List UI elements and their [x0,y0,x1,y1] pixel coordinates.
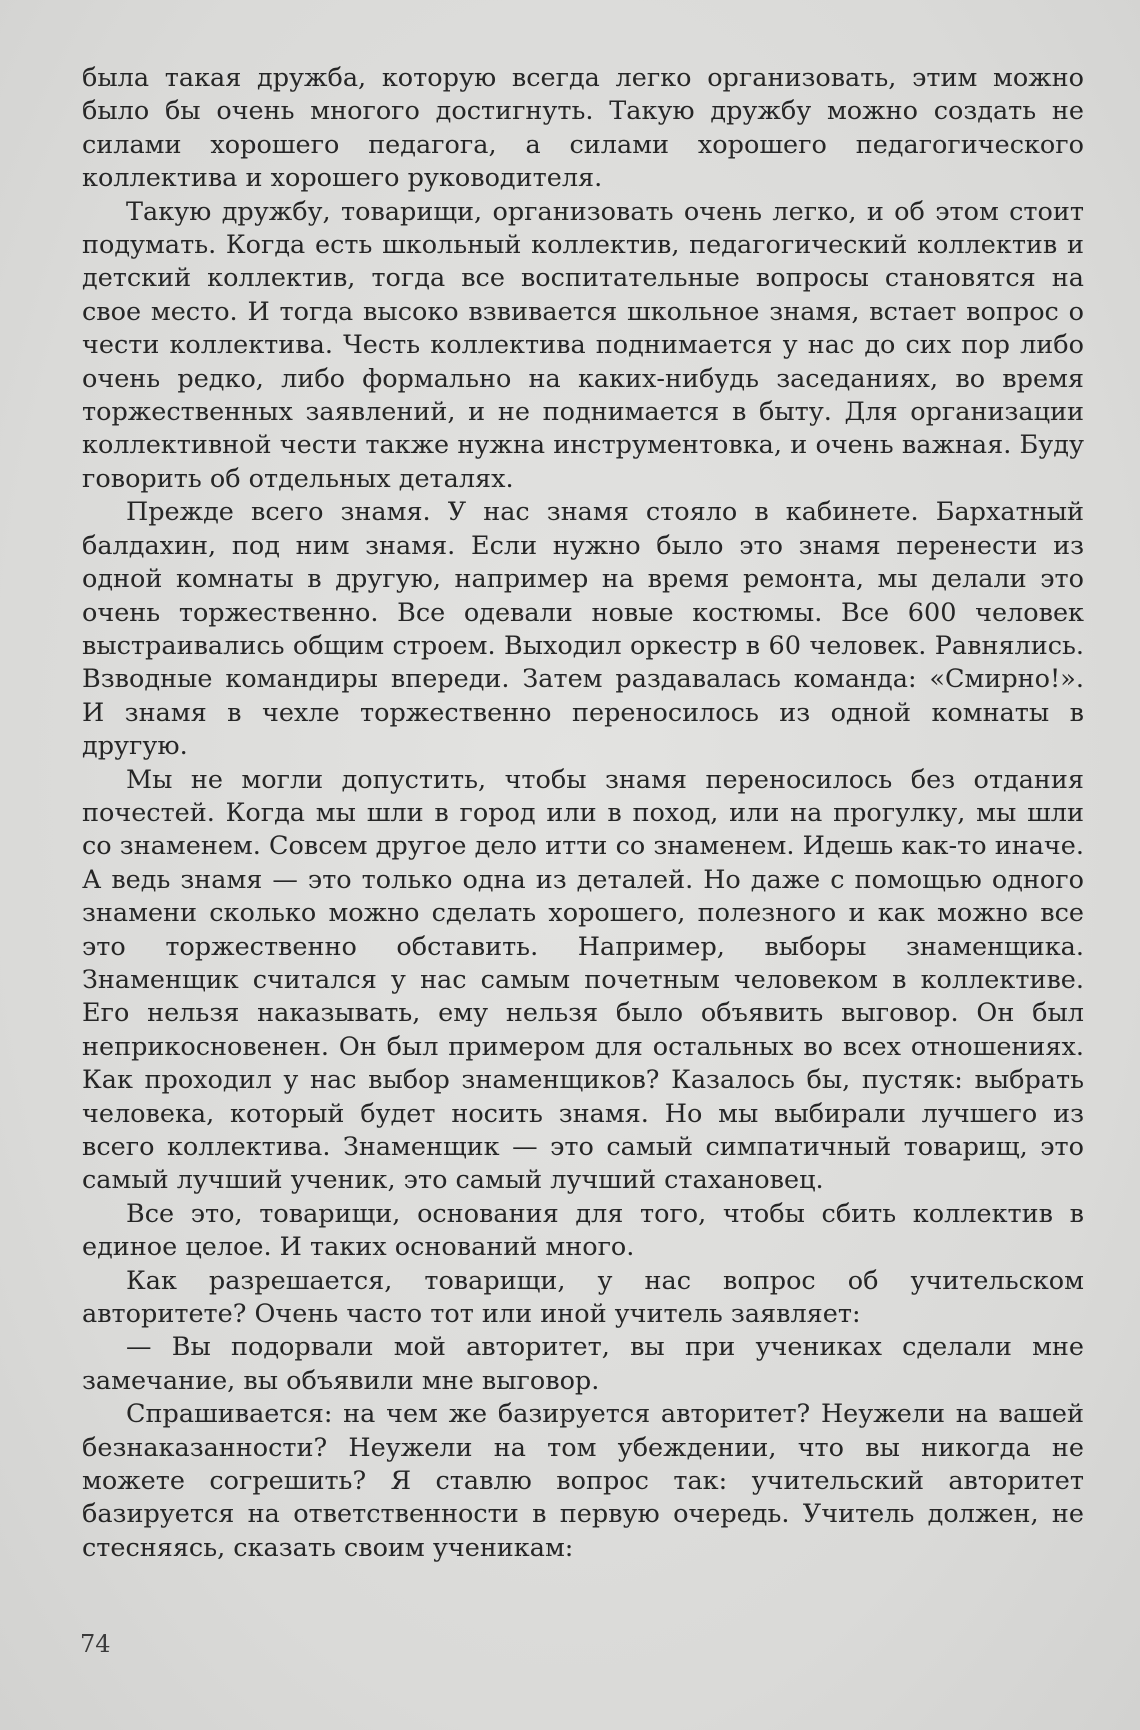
paragraph-3: Прежде всего знамя. У нас знамя стояло в кабинете. Бархатный балдахин, под ним знамя. Если нужно было это знамя перенести из одной комнаты в другую, например на время ремонта, мы делали это очень торжественно. Все одевали новые костюмы. Все 600 человек выстраивались общим строем. Выходил оркестр в 60 человек. Равнялись. Взводные командиры впереди. Затем раздавалась команда: «Смирно!». И знамя в чехле торжественно переносилось из одной комнаты в другую. [82,497,1084,762]
page-number: 74 [80,1630,111,1658]
paragraph-1: была такая дружба, которую всегда легко организовать, этим можно было бы очень многого достигнуть. Такую дружбу можно создать не силами хорошего педагога, а силами хорошего педагогического коллектива и хорошего руководителя. [82,63,1084,194]
page-text [82,62,1084,1565]
paragraph-6: Как разрешается, товарищи, у нас вопрос об учительском авторитете? Очень часто тот или иной учитель заявляет: [82,1265,1084,1330]
paragraph-5: Все это, товарищи, основания для того, чтобы сбить коллектив в единое целое. И таких оснований много. [82,1198,1084,1263]
paragraph-8: Спрашивается: на чем же базируется авторитет? Неужели на вашей безнаказанности? Неужели на том убеждении, что вы никогда не можете согрешить? Я ставлю вопрос так: учительский авторитет базируется на ответственности в первую очередь. Учитель должен, не стесняясь, сказать своим ученикам: [82,1399,1084,1563]
paragraph-4: Мы не могли допустить, чтобы знамя переносилось без отдания почестей. Когда мы шли в город или в поход, или на прогулку, мы шли со знаменем. Совсем другое дело итти со знаменем. Идешь как-то иначе. А ведь знамя — это только одна из деталей. Но даже с помощью одного знамени сколько можно сделать хорошего, полезного и как можно все это торжественно обставить. Например, выборы знаменщика. Знаменщик считался у нас самым почетным человеком в коллективе. Его нельзя наказывать, ему нельзя было объявить выговор. Он был неприкосновенен. Он был примером для остальных во всех отношениях. Как проходил у нас выбор знаменщиков? Казалось бы, пустяк: выбрать человека, который будет носить знамя. Но мы выбирали лучшего из всего коллектива. Знаменщик — это самый симпатичный товарищ, это самый лучший ученик, это самый лучший стахановец. [82,764,1084,1196]
paragraph-7: — Вы подорвали мой авторитет, вы при учениках сделали мне замечание, вы объявили мне выговор. [82,1332,1084,1396]
paragraph-2: Такую дружбу, товарищи, организовать очень легко, и об этом стоит подумать. Когда есть школьный коллектив, педагогический коллектив и детский коллектив, тогда все воспитательные вопросы становятся на свое место. И тогда высоко взвивается школьное знамя, встает вопрос о чести коллектива. Честь коллектива поднимается у нас до сих пор либо очень редко, либо формально на каких-нибудь заседаниях, во время торжественных заявлений, и не поднимается в быту. Для организации коллективной чести также нужна инструментовка, и очень важная. Буду говорить об отдельных деталях. [82,196,1084,494]
